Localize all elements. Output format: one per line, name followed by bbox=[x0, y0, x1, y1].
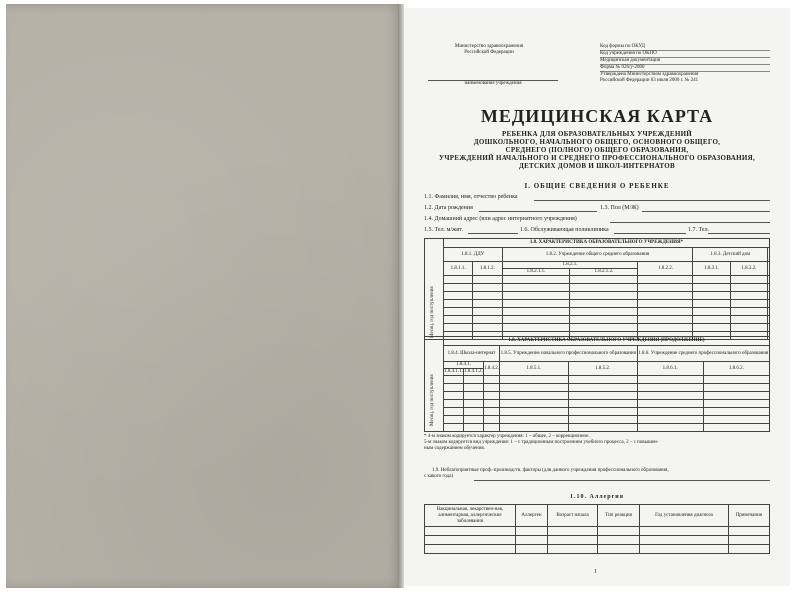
field-1-9: 1.9. Неблагоприятные проф.-производств. факторы (для данного учреждения профессионального образования, с какого года) bbox=[424, 468, 770, 480]
table2: 1.8. ХАРАКТЕРИСТИКА ОБРАЗОВАТЕЛЬНОГО УЧРЕЖДЕНИЯ (ПРОДОЛЖЕНИЕ) 1.8.4. Школа-интернат 1.8.5. Учреждение начального профессионального образования 1.8.6. Учреждение среднего профессионального образования 1.8.4.1. 1.8.4.2. 1.8.5.1. 1.8.5.2. 1.8.6.1. 1.8.6.2. 1.8.4.1.1. 1.8.4.1.2. bbox=[424, 336, 770, 432]
ministry-line-1: Министерство здравоохранения bbox=[454, 44, 524, 49]
subtitle: РЕБЕНКА ДЛЯ ОБРАЗОВАТЕЛЬНЫХ УЧРЕЖДЕНИЙ ДОШКОЛЬНОГО, НАЧАЛЬНОГО ОБЩЕГО, ОСНОВНОГО ОБЩЕГО, СРЕДНЕГО (ПОЛНОГО) ОБЩЕГО ОБРАЗОВАНИЯ, УЧРЕЖДЕНИЙ НАЧАЛЬНОГО И СРЕДНЕГО ПРОФЕССИОНАЛЬНОГО ОБРАЗОВАНИЯ, ДЕТСКИХ ДОМОВ И ШКОЛ-ИНТЕРНАТОВ bbox=[438, 130, 756, 170]
institution-line: наименование учреждения bbox=[428, 76, 558, 87]
table2-title: 1.8. ХАРАКТЕРИСТИКА ОБРАЗОВАТЕЛЬНОГО УЧРЕЖДЕНИЯ (ПРОДОЛЖЕНИЕ) bbox=[444, 337, 770, 346]
field-fio: 1.1. Фамилия, имя, отчество ребенка bbox=[424, 194, 770, 201]
form-page bbox=[404, 8, 790, 586]
field-birth: 1.2. Дата рождения 1.3. Пол (М/Ж) bbox=[424, 205, 770, 212]
table2-side-label: Месяц, год поступления bbox=[430, 374, 435, 426]
table1-side-label: Месяц, год поступления bbox=[430, 286, 435, 338]
ministry-block bbox=[444, 44, 534, 56]
page-title: МЕДИЦИНСКАЯ КАРТА bbox=[480, 106, 714, 126]
allergy-title: 1.10. Аллергия bbox=[570, 494, 624, 500]
table1-title: 1.8. ХАРАКТЕРИСТИКА ОБРАЗОВАТЕЛЬНОГО УЧРЕЖДЕНИЯ* bbox=[444, 239, 770, 248]
table1: 1.8. ХАРАКТЕРИСТИКА ОБРАЗОВАТЕЛЬНОГО УЧРЕЖДЕНИЯ* 1.8.1. ДДУ 1.8.2. Учреждение общего среднего образования 1.8.3. Детский дом 1.8.1.1. 1.8.1.2. 1.8.2.1. 1.8.2.2. 1.8.3.1. 1.8.3.2. 1.8.2.1.1. 1.8.2.1.2. bbox=[424, 238, 770, 340]
field-address: 1.4. Домашний адрес (или адрес интернатного учреждения) bbox=[424, 216, 770, 223]
ministry-line-2: Российской Федерации bbox=[464, 50, 514, 55]
notebook-cover bbox=[6, 4, 402, 588]
page-number: 1 bbox=[594, 569, 597, 575]
section-1-title: I. ОБЩИЕ СВЕДЕНИЯ О РЕБЕНКЕ bbox=[524, 182, 670, 190]
allergy-table: Вакцинальная, лекарствен-ная, алиментарная, аллергические заболевания Аллерген Возраст начала Тип реакции Год установления диагноза Примечания bbox=[424, 504, 770, 554]
field-phone: 1.5. Тел. м/жит. 1.6. Обслуживающая поликлиника 1.7. Тел. bbox=[424, 227, 770, 234]
form-codes: Код формы по ОКУД Код учреждения по ОКПО Медицинская документация Форма № 026/у-2000 Утверждена Министерством здравоохранения Российской Федерации 03 июля 2000 г. № 241 bbox=[600, 44, 770, 84]
notes: * 4-м знаком кодируется характер учреждения: 1 – общее, 2 – коррекционное. 5-м знаком кодируется вид учреждения: 1 – с традиционным построением учебного процесса, 2 – с повышен- ным содержанием обучения. bbox=[424, 434, 659, 451]
